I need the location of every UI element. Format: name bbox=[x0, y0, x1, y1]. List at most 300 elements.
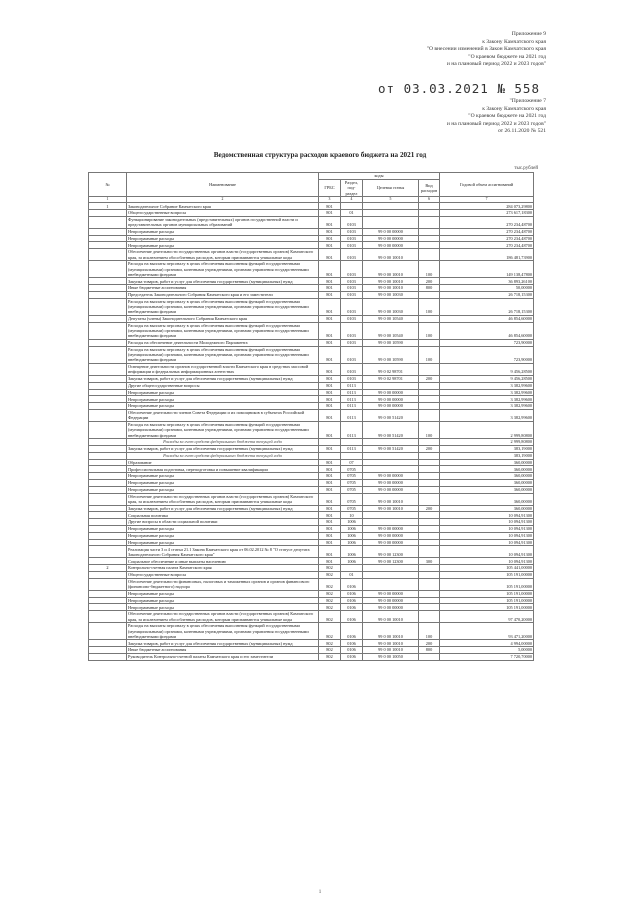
row-section-code: 0705 bbox=[341, 473, 363, 480]
row-target-article: 99 0 00 00000 bbox=[363, 228, 419, 235]
row-section-code: 0103 bbox=[341, 228, 363, 235]
row-grbs-code: 801 bbox=[319, 403, 341, 410]
row-name: Непрограммные расходы bbox=[127, 539, 319, 546]
row-target-article bbox=[363, 519, 419, 526]
row-grbs-code: 801 bbox=[319, 409, 341, 421]
row-expense-type: 100 bbox=[419, 421, 440, 438]
table-row bbox=[89, 590, 534, 597]
row-expense-type bbox=[419, 363, 440, 375]
row-amount: 9 456,28500 bbox=[440, 363, 534, 375]
row-grbs-code: 802 bbox=[319, 647, 341, 654]
row-name: Иные бюджетные ассигнования bbox=[127, 647, 319, 654]
row-name: Расходы на выплаты персоналу в целях обеспечения выполнения функций государственными (муниципальными) органами, казенными учреждениями, органами управления государственными внебюджетными фондами bbox=[127, 322, 319, 339]
row-section-code: 0705 bbox=[341, 466, 363, 473]
row-amount: 270 234,48700 bbox=[440, 235, 534, 242]
row-target-article: 99 0 00 00000 bbox=[363, 235, 419, 242]
table-row bbox=[89, 623, 534, 640]
row-amount: 4 994,00000 bbox=[440, 640, 534, 647]
row-amount: 46 854,60000 bbox=[440, 315, 534, 322]
row-expense-type: 100 bbox=[419, 261, 440, 278]
row-grbs-code: 801 bbox=[319, 493, 341, 505]
row-target-article: 99 0 00 10540 bbox=[363, 322, 419, 339]
table-row bbox=[89, 565, 534, 572]
row-name: Непрограммные расходы bbox=[127, 597, 319, 604]
row-target-article bbox=[363, 466, 419, 473]
table-row bbox=[89, 445, 534, 452]
row-name: Расходы на выплаты персоналу в целях обеспечения выполнения функций государственными (муниципальными) органами, казенными учреждениями, органами управления государственными внебюджетными фондами bbox=[127, 623, 319, 640]
row-target-article: 99 0 00 10590 bbox=[363, 339, 419, 346]
row-number bbox=[89, 653, 127, 660]
table-row bbox=[89, 403, 534, 410]
row-grbs-code: 801 bbox=[319, 363, 341, 375]
row-grbs-code: 801 bbox=[319, 210, 341, 217]
row-amount: 105 191,00000 bbox=[440, 597, 534, 604]
row-grbs-code: 801 bbox=[319, 525, 341, 532]
row-target-article: 99 0 00 10010 bbox=[363, 623, 419, 640]
row-target-article: 99 0 00 10010 bbox=[363, 493, 419, 505]
row-number bbox=[89, 466, 127, 473]
row-section-code: 0103 bbox=[341, 346, 363, 363]
table-row bbox=[89, 466, 534, 473]
row-name: Закупка товаров, работ и услуг для обеспечения государственных (муниципальных) нужд bbox=[127, 505, 319, 512]
row-number bbox=[89, 539, 127, 546]
row-section-code: 0705 bbox=[341, 486, 363, 493]
document-title: Ведомственная структура расходов краевого бюджета на 2021 год bbox=[213, 151, 427, 159]
row-amount: 2 999,80800 bbox=[440, 421, 534, 438]
row-name: Непрограммные расходы bbox=[127, 228, 319, 235]
table-row bbox=[89, 298, 534, 315]
row-target-article: 99 0 00 10590 bbox=[363, 346, 419, 363]
row-expense-type: 100 bbox=[419, 322, 440, 339]
row-section-code: 0103 bbox=[341, 322, 363, 339]
row-number bbox=[89, 375, 127, 382]
row-name: Председатель Законодательного Собрания Камчатского края и его заместители bbox=[127, 291, 319, 298]
row-grbs-code: 801 bbox=[319, 228, 341, 235]
row-amount: 723,90000 bbox=[440, 339, 534, 346]
row-target-article: 99 0 00 10030 bbox=[363, 298, 419, 315]
row-expense-type bbox=[419, 439, 440, 446]
row-target-article: 99 0 02 98701 bbox=[363, 363, 419, 375]
row-target-article: 99 0 00 00000 bbox=[363, 242, 419, 249]
table-row bbox=[89, 216, 534, 228]
row-expense-type bbox=[419, 216, 440, 228]
row-target-article: 99 0 02 98701 bbox=[363, 375, 419, 382]
row-target-article: 99 0 00 00000 bbox=[363, 389, 419, 396]
row-amount: 10 094,91300 bbox=[440, 558, 534, 565]
row-grbs-code bbox=[319, 439, 341, 446]
table-row bbox=[89, 242, 534, 249]
row-number bbox=[89, 228, 127, 235]
row-amount: 360,00000 bbox=[440, 505, 534, 512]
row-number bbox=[89, 389, 127, 396]
row-amount: 723,90000 bbox=[440, 346, 534, 363]
row-expense-type: 200 bbox=[419, 278, 440, 285]
header-amount: Годовой объем ассигнований bbox=[440, 173, 534, 197]
row-number bbox=[89, 409, 127, 421]
row-name: Непрограммные расходы bbox=[127, 525, 319, 532]
row-target-article: 99 0 00 10010 bbox=[363, 278, 419, 285]
row-target-article: 99 0 00 10050 bbox=[363, 653, 419, 660]
row-name: Другие общегосударственные вопросы bbox=[127, 382, 319, 389]
row-target-article: 99 0 00 00000 bbox=[363, 539, 419, 546]
table-row bbox=[89, 539, 534, 546]
row-grbs-code: 801 bbox=[319, 421, 341, 438]
table-row bbox=[89, 322, 534, 339]
row-grbs-code: 801 bbox=[319, 339, 341, 346]
row-number bbox=[89, 623, 127, 640]
appendix-line: "Приложение 7 bbox=[509, 98, 546, 104]
row-expense-type: 100 bbox=[419, 346, 440, 363]
row-section-code: 0103 bbox=[341, 298, 363, 315]
row-number bbox=[89, 597, 127, 604]
row-amount: 50,00000 bbox=[440, 285, 534, 292]
row-section-code bbox=[341, 439, 363, 446]
row-name: Непрограммные расходы bbox=[127, 532, 319, 539]
table-row bbox=[89, 604, 534, 611]
row-expense-type bbox=[419, 611, 440, 623]
table-row bbox=[89, 249, 534, 261]
row-amount: 270 234,48700 bbox=[440, 228, 534, 235]
appendix-line: к Закону Камчатского края bbox=[482, 105, 546, 112]
row-target-article bbox=[363, 216, 419, 228]
table-row bbox=[89, 647, 534, 654]
row-target-article: 99 0 00 10010 bbox=[363, 640, 419, 647]
row-amount: 383,19000 bbox=[440, 452, 534, 459]
row-section-code: 0106 bbox=[341, 647, 363, 654]
row-expense-type bbox=[419, 653, 440, 660]
row-amount: 270 234,48700 bbox=[440, 216, 534, 228]
table-row bbox=[89, 640, 534, 647]
row-expense-type bbox=[419, 409, 440, 421]
table-row bbox=[89, 505, 534, 512]
row-grbs-code: 801 bbox=[319, 558, 341, 565]
row-expense-type bbox=[419, 228, 440, 235]
row-grbs-code: 802 bbox=[319, 578, 341, 590]
row-amount: 5,00000 bbox=[440, 647, 534, 654]
row-target-article bbox=[363, 439, 419, 446]
row-amount: 2 999,80800 bbox=[440, 439, 534, 446]
row-name: Социальное обеспечение и иные выплаты населению bbox=[127, 558, 319, 565]
table-row bbox=[89, 421, 534, 438]
row-name: Расходы на выплаты персоналу в целях обеспечения выполнения функций государственными (муниципальными) органами, казенными учреждениями, органами управления государственными внебюджетными фондами bbox=[127, 261, 319, 278]
row-expense-type bbox=[419, 539, 440, 546]
row-name: Непрограммные расходы bbox=[127, 242, 319, 249]
table-row bbox=[89, 473, 534, 480]
row-grbs-code: 801 bbox=[319, 466, 341, 473]
row-number bbox=[89, 261, 127, 278]
row-section-code: 0106 bbox=[341, 653, 363, 660]
row-section-code: 1006 bbox=[341, 539, 363, 546]
row-expense-type: 300 bbox=[419, 558, 440, 565]
row-amount: 10 094,91300 bbox=[440, 519, 534, 526]
row-grbs-code: 801 bbox=[319, 285, 341, 292]
row-amount: 10 094,91300 bbox=[440, 539, 534, 546]
row-target-article: 99 0 00 12300 bbox=[363, 558, 419, 565]
table-row bbox=[89, 210, 534, 217]
row-expense-type bbox=[419, 382, 440, 389]
row-name: Закупка товаров, работ и услуг для обеспечения государственных (муниципальных) нужд bbox=[127, 278, 319, 285]
row-grbs-code: 802 bbox=[319, 653, 341, 660]
row-grbs-code: 801 bbox=[319, 459, 341, 466]
row-section-code: 0106 bbox=[341, 597, 363, 604]
row-number bbox=[89, 473, 127, 480]
row-amount: 93 471,20000 bbox=[440, 623, 534, 640]
row-grbs-code: 801 bbox=[319, 298, 341, 315]
row-amount: 105 191,00000 bbox=[440, 590, 534, 597]
row-name: Другие вопросы в области социальной политики bbox=[127, 519, 319, 526]
table-row bbox=[89, 493, 534, 505]
row-grbs-code: 801 bbox=[319, 382, 341, 389]
row-number bbox=[89, 532, 127, 539]
row-name: Освещение деятельности органов государственной власти Камчатского края в средствах массовой информации и федеральных информационных агентствах bbox=[127, 363, 319, 375]
row-section-code: 01 bbox=[341, 571, 363, 578]
row-target-article: 99 0 00 10010 bbox=[363, 249, 419, 261]
row-expense-type: 200 bbox=[419, 505, 440, 512]
table-row bbox=[89, 459, 534, 466]
row-amount: 284 073,29800 bbox=[440, 203, 534, 210]
header-grbs: ГРБС bbox=[319, 179, 341, 196]
row-grbs-code: 801 bbox=[319, 242, 341, 249]
row-number bbox=[89, 298, 127, 315]
row-grbs-code: 802 bbox=[319, 623, 341, 640]
row-expense-type: 100 bbox=[419, 623, 440, 640]
row-number bbox=[89, 640, 127, 647]
row-number bbox=[89, 249, 127, 261]
table-row bbox=[89, 597, 534, 604]
row-name: Руководитель Контрольно-счетной палаты Камчатского края и его заместители bbox=[127, 653, 319, 660]
row-grbs-code: 801 bbox=[319, 203, 341, 210]
row-target-article: 99 0 00 10010 bbox=[363, 611, 419, 623]
row-section-code: 0103 bbox=[341, 261, 363, 278]
row-section-code: 0113 bbox=[341, 382, 363, 389]
row-grbs-code: 801 bbox=[319, 291, 341, 298]
row-expense-type bbox=[419, 578, 440, 590]
row-section-code: 0106 bbox=[341, 623, 363, 640]
row-amount: 9 456,28500 bbox=[440, 375, 534, 382]
row-target-article: 99 0 00 00000 bbox=[363, 396, 419, 403]
row-target-article: 99 0 00 00000 bbox=[363, 597, 419, 604]
row-number bbox=[89, 421, 127, 438]
row-section-code: 0113 bbox=[341, 389, 363, 396]
row-grbs-code: 801 bbox=[319, 505, 341, 512]
row-expense-type: 800 bbox=[419, 647, 440, 654]
row-section-code: 0103 bbox=[341, 315, 363, 322]
row-amount: 3 382,99600 bbox=[440, 409, 534, 421]
row-target-article bbox=[363, 578, 419, 590]
table-row bbox=[89, 439, 534, 446]
row-expense-type: 800 bbox=[419, 285, 440, 292]
column-number: 2 bbox=[127, 197, 319, 203]
row-amount: 149 138,47800 bbox=[440, 261, 534, 278]
row-section-code: 1006 bbox=[341, 525, 363, 532]
row-grbs-code: 802 bbox=[319, 590, 341, 597]
table-row bbox=[89, 396, 534, 403]
row-grbs-code: 801 bbox=[319, 532, 341, 539]
row-number bbox=[89, 590, 127, 597]
column-number: 3 bbox=[319, 197, 341, 203]
header-codes: коды bbox=[319, 173, 440, 180]
row-amount: 26 718,15300 bbox=[440, 298, 534, 315]
row-expense-type bbox=[419, 571, 440, 578]
table-row bbox=[89, 611, 534, 623]
table-row bbox=[89, 285, 534, 292]
table-body bbox=[89, 203, 534, 661]
row-number bbox=[89, 363, 127, 375]
row-grbs-code: 802 bbox=[319, 640, 341, 647]
row-section-code: 0113 bbox=[341, 403, 363, 410]
row-expense-type bbox=[419, 249, 440, 261]
row-expense-type bbox=[419, 473, 440, 480]
row-target-article bbox=[363, 512, 419, 519]
row-number bbox=[89, 445, 127, 452]
row-expense-type: 100 bbox=[419, 298, 440, 315]
row-target-article: 99 0 00 00000 bbox=[363, 525, 419, 532]
row-name: Законодательное Собрание Камчатского края bbox=[127, 203, 319, 210]
row-section-code: 0103 bbox=[341, 291, 363, 298]
row-amount: 46 854,60000 bbox=[440, 322, 534, 339]
row-name: Образование bbox=[127, 459, 319, 466]
row-name: Закупка товаров, работ и услуг для обеспечения государственных (муниципальных) нужд bbox=[127, 445, 319, 452]
row-number bbox=[89, 396, 127, 403]
row-section-code: 0103 bbox=[341, 242, 363, 249]
row-grbs-code: 801 bbox=[319, 322, 341, 339]
row-name: Обеспечение деятельности государственных органов власти (государственных органов) Камчатского края, за исключением обособленных расходов, которым присваиваются уникальные коды bbox=[127, 611, 319, 623]
table-row bbox=[89, 382, 534, 389]
row-grbs-code: 801 bbox=[319, 445, 341, 452]
row-grbs-code: 802 bbox=[319, 571, 341, 578]
row-number bbox=[89, 291, 127, 298]
row-section-code bbox=[341, 452, 363, 459]
row-grbs-code: 801 bbox=[319, 539, 341, 546]
row-section-code: 1006 bbox=[341, 558, 363, 565]
row-number bbox=[89, 285, 127, 292]
row-section-code: 10 bbox=[341, 512, 363, 519]
row-number bbox=[89, 346, 127, 363]
row-target-article: 99 0 00 10010 bbox=[363, 505, 419, 512]
column-number: 7 bbox=[440, 197, 534, 203]
row-section-code: 0106 bbox=[341, 611, 363, 623]
row-section-code: 0103 bbox=[341, 216, 363, 228]
row-name: Непрограммные расходы bbox=[127, 590, 319, 597]
row-amount: 186 481,73900 bbox=[440, 249, 534, 261]
row-number bbox=[89, 512, 127, 519]
row-grbs-code: 801 bbox=[319, 216, 341, 228]
row-number: 2 bbox=[89, 565, 127, 572]
row-number bbox=[89, 505, 127, 512]
row-expense-type bbox=[419, 590, 440, 597]
row-grbs-code: 802 bbox=[319, 565, 341, 572]
row-name: Обеспечение деятельности государственных органов власти (государственных органов) Камчатского края, за исключением обособленных расходов, которым присваиваются уникальные коды bbox=[127, 493, 319, 505]
table-row bbox=[89, 558, 534, 565]
row-target-article: 99 0 00 00000 bbox=[363, 479, 419, 486]
table-row bbox=[89, 512, 534, 519]
row-expense-type bbox=[419, 493, 440, 505]
row-section-code: 0106 bbox=[341, 604, 363, 611]
row-amount: 360,00000 bbox=[440, 493, 534, 505]
row-name: Непрограммные расходы bbox=[127, 473, 319, 480]
row-section-code: 0103 bbox=[341, 363, 363, 375]
row-expense-type bbox=[419, 452, 440, 459]
row-expense-type bbox=[419, 203, 440, 210]
row-number bbox=[89, 322, 127, 339]
table-row bbox=[89, 228, 534, 235]
row-amount: 105 191,00000 bbox=[440, 578, 534, 590]
row-name: Непрограммные расходы bbox=[127, 389, 319, 396]
row-amount: 3 382,99600 bbox=[440, 403, 534, 410]
row-grbs-code: 801 bbox=[319, 261, 341, 278]
row-number bbox=[89, 278, 127, 285]
table-row bbox=[89, 203, 534, 210]
table-row bbox=[89, 532, 534, 539]
row-name: Депутаты (члены) Законодательного Собрания Камчатского края bbox=[127, 315, 319, 322]
header-name: Наименование bbox=[127, 173, 319, 197]
row-number bbox=[89, 235, 127, 242]
row-expense-type: 200 bbox=[419, 445, 440, 452]
row-name: Общегосударственные вопросы bbox=[127, 571, 319, 578]
row-name: Социальная политика bbox=[127, 512, 319, 519]
row-grbs-code: 801 bbox=[319, 235, 341, 242]
row-section-code bbox=[341, 565, 363, 572]
row-amount: 10 094,91300 bbox=[440, 512, 534, 519]
row-section-code: 1006 bbox=[341, 519, 363, 526]
row-target-article: 99 0 00 10010 bbox=[363, 647, 419, 654]
row-amount: 105 441,00000 bbox=[440, 565, 534, 572]
appendix-9-header bbox=[427, 31, 546, 69]
row-grbs-code bbox=[319, 452, 341, 459]
row-amount: 360,00000 bbox=[440, 466, 534, 473]
row-section-code: 0705 bbox=[341, 479, 363, 486]
row-number bbox=[89, 558, 127, 565]
row-amount: 3 382,99600 bbox=[440, 389, 534, 396]
appendix-line: "О внесении изменений в Закон Камчатского края bbox=[426, 46, 546, 53]
row-grbs-code: 801 bbox=[319, 375, 341, 382]
row-name: Обеспечение деятельности членов Совета Федерации и их помощников в субъектах Российской Федерации bbox=[127, 409, 319, 421]
row-name: Общегосударственные вопросы bbox=[127, 210, 319, 217]
row-number bbox=[89, 604, 127, 611]
row-number bbox=[89, 571, 127, 578]
appendix-line: Приложение 9 bbox=[511, 31, 546, 37]
row-expense-type bbox=[419, 396, 440, 403]
row-target-article bbox=[363, 382, 419, 389]
row-target-article: 99 0 00 10540 bbox=[363, 315, 419, 322]
expenditure-table bbox=[88, 172, 534, 661]
row-expense-type bbox=[419, 546, 440, 558]
row-number bbox=[89, 647, 127, 654]
row-number bbox=[89, 315, 127, 322]
row-section-code: 0113 bbox=[341, 421, 363, 438]
row-grbs-code: 801 bbox=[319, 486, 341, 493]
row-target-article bbox=[363, 203, 419, 210]
table-row bbox=[89, 278, 534, 285]
row-number bbox=[89, 578, 127, 590]
row-expense-type bbox=[419, 479, 440, 486]
row-target-article bbox=[363, 565, 419, 572]
row-target-article: 99 0 00 51420 bbox=[363, 409, 419, 421]
row-grbs-code: 801 bbox=[319, 315, 341, 322]
appendix-line: от 26.11.2020 № 521 bbox=[497, 128, 546, 135]
row-number bbox=[89, 439, 127, 446]
row-grbs-code: 802 bbox=[319, 611, 341, 623]
table-row bbox=[89, 363, 534, 375]
row-expense-type bbox=[419, 242, 440, 249]
table-row bbox=[89, 452, 534, 459]
row-expense-type bbox=[419, 389, 440, 396]
row-section-code: 0113 bbox=[341, 445, 363, 452]
row-grbs-code: 801 bbox=[319, 519, 341, 526]
row-target-article: 99 0 00 10010 bbox=[363, 261, 419, 278]
row-number bbox=[89, 339, 127, 346]
row-amount: 105 191,00000 bbox=[440, 571, 534, 578]
